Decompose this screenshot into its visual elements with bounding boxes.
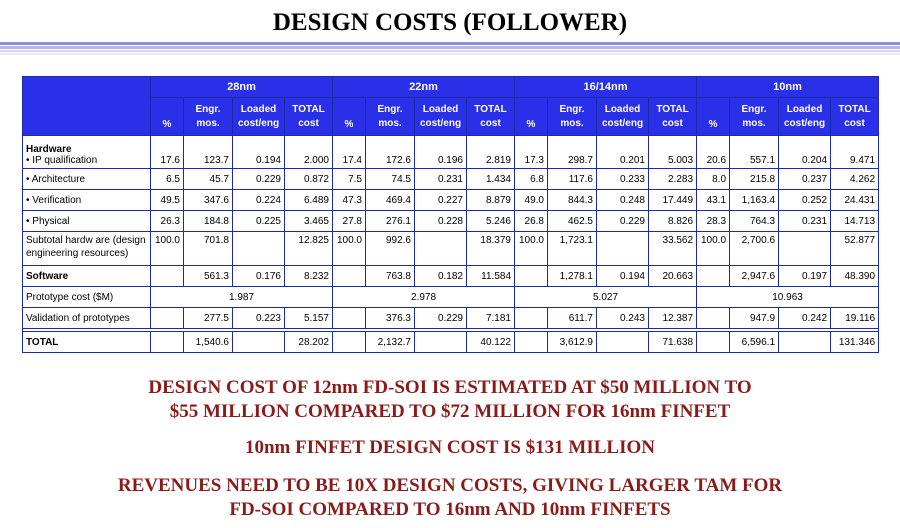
- col-header-pct: %: [515, 98, 548, 136]
- cell: 1,278.1: [548, 266, 597, 287]
- cell: 0.225: [233, 211, 285, 232]
- cell: 24.431: [831, 190, 879, 211]
- cell: 844.3: [548, 190, 597, 211]
- cell: 215.8: [730, 169, 779, 190]
- row-label: Prototype cost ($M): [23, 287, 151, 308]
- title-divider: [0, 53, 900, 55]
- cell: 0.231: [779, 211, 831, 232]
- cell: 376.3: [366, 308, 415, 329]
- cell: 100.0: [151, 232, 184, 266]
- table-row-total: [23, 332, 879, 353]
- cell: 277.5: [184, 308, 233, 329]
- node-header-10nm: 10nm: [697, 77, 879, 98]
- cell: 0.204: [779, 136, 831, 169]
- cell: 0.243: [597, 308, 649, 329]
- col-header-total: TOTAL cost: [467, 98, 515, 136]
- col-header-loaded: Loaded cost/eng: [415, 98, 467, 136]
- row-label: • Architecture: [23, 169, 151, 190]
- cell: 6.8: [515, 169, 548, 190]
- cell: 100.0: [697, 232, 730, 266]
- cell: [597, 232, 649, 266]
- cell: 8.879: [467, 190, 515, 211]
- cell: 184.8: [184, 211, 233, 232]
- cell: [515, 266, 548, 287]
- col-header-engr: Engr. mos.: [366, 98, 415, 136]
- cell: 7.181: [467, 308, 515, 329]
- cell: 5.003: [649, 136, 697, 169]
- cell: [697, 332, 730, 353]
- cell: 20.663: [649, 266, 697, 287]
- node-header-16-14nm: 16/14nm: [515, 77, 697, 98]
- cell: 5.027: [515, 287, 697, 308]
- cell: 1.987: [151, 287, 333, 308]
- cell: 6,596.1: [730, 332, 779, 353]
- table-row-architecture: [23, 169, 879, 190]
- cell: 0.182: [415, 266, 467, 287]
- cell: 0.231: [415, 169, 467, 190]
- cell: 0.194: [597, 266, 649, 287]
- col-header-engr: Engr. mos.: [184, 98, 233, 136]
- row-label: Hardware • IP qualification: [23, 136, 151, 169]
- table-row-verification: [23, 190, 879, 211]
- cell: 0.224: [233, 190, 285, 211]
- finding-line-4: REVENUES NEED TO BE 10X DESIGN COSTS, GIVING LARGER TAM FOR: [117, 475, 783, 496]
- cell: 764.3: [730, 211, 779, 232]
- table-row-subtotal-hardware: [23, 232, 879, 266]
- cell: [333, 332, 366, 353]
- cell: 1,163.4: [730, 190, 779, 211]
- finding-line-3: 10nm FINFET DESIGN COST IS $131 MILLION: [244, 437, 655, 458]
- table-row-validation: [23, 308, 879, 329]
- table-row-prototype-cost: [23, 287, 879, 308]
- col-header-total: TOTAL cost: [831, 98, 879, 136]
- cell: [515, 332, 548, 353]
- cell: [415, 232, 467, 266]
- cell: 0.176: [233, 266, 285, 287]
- col-header-pct: %: [151, 98, 184, 136]
- row-label: Subtotal hardw are (design engineering resources): [23, 232, 151, 266]
- cell: 18.379: [467, 232, 515, 266]
- cell: 0.237: [779, 169, 831, 190]
- table-row-physical: [23, 211, 879, 232]
- cell: 3,612.9: [548, 332, 597, 353]
- col-header-loaded: Loaded cost/eng: [233, 98, 285, 136]
- col-header-engr: Engr. mos.: [548, 98, 597, 136]
- cell: 5.157: [285, 308, 333, 329]
- row-label: Validation of prototypes: [23, 308, 151, 329]
- cell: 45.7: [184, 169, 233, 190]
- cell: 47.3: [333, 190, 366, 211]
- cell: [515, 308, 548, 329]
- cell: 1,723.1: [548, 232, 597, 266]
- cell: [779, 332, 831, 353]
- cell: 20.6: [697, 136, 730, 169]
- cell: 947.9: [730, 308, 779, 329]
- cell: 74.5: [366, 169, 415, 190]
- cell: [597, 332, 649, 353]
- cell: 298.7: [548, 136, 597, 169]
- cell: 123.7: [184, 136, 233, 169]
- cell: 17.4: [333, 136, 366, 169]
- cell: 2.000: [285, 136, 333, 169]
- cell: 1.434: [467, 169, 515, 190]
- cell: 100.0: [333, 232, 366, 266]
- cell: 2,947.6: [730, 266, 779, 287]
- cell: 172.6: [366, 136, 415, 169]
- design-costs-table: [22, 76, 879, 353]
- cell: 0.227: [415, 190, 467, 211]
- cell: 1,540.6: [184, 332, 233, 353]
- cell: 17.6: [151, 136, 184, 169]
- cell: 0.872: [285, 169, 333, 190]
- table-row-software: [23, 266, 879, 287]
- cell: [151, 332, 184, 353]
- cell: 8.826: [649, 211, 697, 232]
- node-header-28nm: 28nm: [151, 77, 333, 98]
- cell: 11.584: [467, 266, 515, 287]
- cell: [333, 266, 366, 287]
- cell: 131.346: [831, 332, 879, 353]
- cell: 0.196: [415, 136, 467, 169]
- cell: 10.963: [697, 287, 879, 308]
- col-header-engr: Engr. mos.: [730, 98, 779, 136]
- cell: [333, 308, 366, 329]
- col-header-total: TOTAL cost: [285, 98, 333, 136]
- finding-line-5: FD-SOI COMPARED TO 16nm AND 10nm FINFETS: [229, 499, 671, 520]
- row-label: • Verification: [23, 190, 151, 211]
- cell: 0.223: [233, 308, 285, 329]
- cell: 561.3: [184, 266, 233, 287]
- cell: 8.232: [285, 266, 333, 287]
- cell: 347.6: [184, 190, 233, 211]
- col-header-loaded: Loaded cost/eng: [779, 98, 831, 136]
- cell: 557.1: [730, 136, 779, 169]
- page-title: DESIGN COSTS (FOLLOWER): [272, 9, 628, 36]
- cell: 6.5: [151, 169, 184, 190]
- table-corner: [23, 77, 151, 136]
- cell: 0.242: [779, 308, 831, 329]
- cell: 0.233: [597, 169, 649, 190]
- cell: 28.3: [697, 211, 730, 232]
- title-divider: [0, 42, 900, 45]
- cell: 611.7: [548, 308, 597, 329]
- title-divider: [0, 46, 900, 49]
- cell: [233, 332, 285, 353]
- row-label: Software: [23, 266, 151, 287]
- row-label: TOTAL: [23, 332, 151, 353]
- cell: 17.3: [515, 136, 548, 169]
- cell: 469.4: [366, 190, 415, 211]
- cell: [779, 232, 831, 266]
- col-header-loaded: Loaded cost/eng: [597, 98, 649, 136]
- cell: 763.8: [366, 266, 415, 287]
- cell: 27.8: [333, 211, 366, 232]
- cell: 2.819: [467, 136, 515, 169]
- cell: 26.8: [515, 211, 548, 232]
- cell: 17.449: [649, 190, 697, 211]
- cell: 2.978: [333, 287, 515, 308]
- cell: 0.248: [597, 190, 649, 211]
- finding-line-1: DESIGN COST OF 12nm FD-SOI IS ESTIMATED AT $50 MILLION TO: [148, 377, 752, 398]
- cell: 0.252: [779, 190, 831, 211]
- cell: 6.489: [285, 190, 333, 211]
- cell: 26.3: [151, 211, 184, 232]
- cell: 28.202: [285, 332, 333, 353]
- cell: 0.194: [233, 136, 285, 169]
- cell: 117.6: [548, 169, 597, 190]
- cell: 0.229: [415, 308, 467, 329]
- col-header-pct: %: [333, 98, 366, 136]
- cell: 0.197: [779, 266, 831, 287]
- cell: 49.0: [515, 190, 548, 211]
- cell: 5.246: [467, 211, 515, 232]
- cell: 9.471: [831, 136, 879, 169]
- node-header-22nm: 22nm: [333, 77, 515, 98]
- cell: 71.638: [649, 332, 697, 353]
- cell: 100.0: [515, 232, 548, 266]
- cell: 2,700.6: [730, 232, 779, 266]
- cell: 276.1: [366, 211, 415, 232]
- cell: 2.283: [649, 169, 697, 190]
- cell: [151, 308, 184, 329]
- cell: 14.713: [831, 211, 879, 232]
- table-row-ip-qualification: [23, 136, 879, 169]
- cell: 12.387: [649, 308, 697, 329]
- cell: 0.229: [597, 211, 649, 232]
- cell: 4.262: [831, 169, 879, 190]
- cell: 48.390: [831, 266, 879, 287]
- cell: 992.6: [366, 232, 415, 266]
- cell: [697, 308, 730, 329]
- cell: 0.228: [415, 211, 467, 232]
- col-header-total: TOTAL cost: [649, 98, 697, 136]
- cell: 0.229: [233, 169, 285, 190]
- finding-line-2: $55 MILLION COMPARED TO $72 MILLION FOR 16nm FINFET: [169, 401, 731, 422]
- cell: [233, 232, 285, 266]
- cell: 3.465: [285, 211, 333, 232]
- cell: 40.122: [467, 332, 515, 353]
- cell: 462.5: [548, 211, 597, 232]
- cell: 33.562: [649, 232, 697, 266]
- cell: 12.825: [285, 232, 333, 266]
- cell: 701.8: [184, 232, 233, 266]
- cell: [151, 266, 184, 287]
- cell: [697, 266, 730, 287]
- row-label: • Physical: [23, 211, 151, 232]
- col-header-pct: %: [697, 98, 730, 136]
- cell: 7.5: [333, 169, 366, 190]
- cell: 52.877: [831, 232, 879, 266]
- cell: 49.5: [151, 190, 184, 211]
- title-divider: [0, 50, 900, 52]
- cell: [415, 332, 467, 353]
- cell: 8.0: [697, 169, 730, 190]
- cell: 0.201: [597, 136, 649, 169]
- cell: 2,132.7: [366, 332, 415, 353]
- cell: 43.1: [697, 190, 730, 211]
- cell: 19.116: [831, 308, 879, 329]
